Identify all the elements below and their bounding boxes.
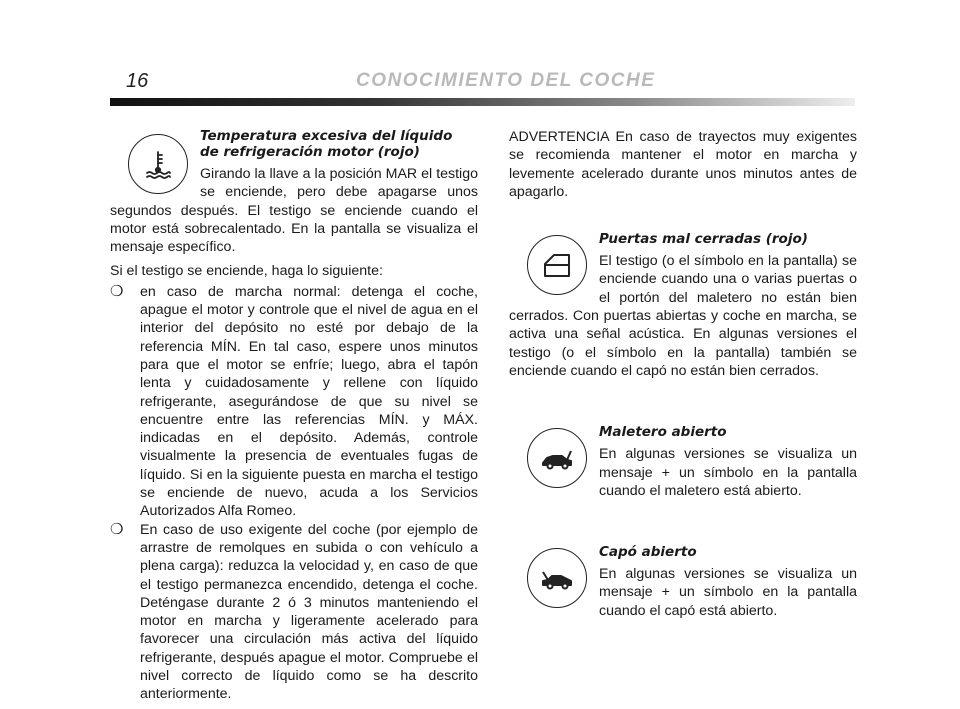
doors-section [509, 231, 857, 380]
header-rule [110, 98, 855, 106]
trunk-text: En algunas versiones se visualiza un mensaje + un símbolo en la pantalla cuando el maletero está abierto. [599, 446, 857, 499]
doors-heading: Puertas mal cerradas (rojo) [599, 231, 808, 248]
hood-text: En algunas versiones se visualiza un mensaje + un símbolo en la pantalla cuando el capó está abierto. [599, 566, 857, 619]
coolant-heading-line2: de refrigeración motor (rojo) [200, 144, 420, 160]
left-column [110, 128, 478, 704]
coolant-bullet-list [110, 283, 478, 704]
coolant-lead: Si el testigo se enciende, haga lo siguiente: [110, 263, 383, 280]
page-number: 16 [126, 70, 149, 92]
trunk-section [509, 424, 857, 500]
coolant-intro: Girando la llave a la posición MAR el testigo se enciende, pero debe apagarse unos segundos después. El testigo se enciende cuando el motor está sobrecalentado. En la pantalla se visualiza el mensaje específico. [110, 166, 478, 256]
hood-section [509, 544, 857, 620]
hood-open-icon [527, 548, 587, 608]
right-column [509, 128, 857, 620]
advertencia-note: ADVERTENCIA En caso de trayectos muy exigentes se recomienda mantener el motor en marcha y levemente acelerado durante unos minutos antes de apagarlo. [509, 129, 857, 200]
list-item: ❍ en caso de marcha normal: detenga el coche, apague el motor y controle que el nivel de agua en el interior del depósito no esté por debajo de la referencia MÍN. En tal caso, espere unos minutos para que el motor se enfríe; luego, abra el tapón lenta y cuidadosamente y rellene con líquido refrigerante, asegurándose de que su nivel se encuentre entre las referencias MÍN. y MÁX. indicadas en el depósito. Además, controle visualmente la presencia de eventuales fugas de líquido. Si en la siguiente puesta en marcha el testigo se enciende de nuevo, acuda a los Servicios Autorizados Alfa Romeo. [110, 283, 478, 521]
trunk-open-icon [527, 428, 587, 488]
trunk-heading: Maletero abierto [599, 424, 727, 441]
page-header-title: CONOCIMIENTO DEL COCHE [356, 70, 656, 91]
list-item: ❍ En caso de uso exigente del coche (por ejemplo de arrastre de remolques en subida o con vehículo a plena carga): reduzca la velocidad y, en caso de que el testigo permanezca encendido, detenga el coche. Deténgase durante 2 ó 3 minutos manteniendo el motor en marcha y ligeramente acelerado para favorecer una circulación más activa del líquido refrigerante, después apague el motor. Compruebe el nivel correcto de líquido como se ha descrito anteriormente. [110, 521, 478, 704]
coolant-temperature-icon [128, 134, 188, 194]
coolant-heading-line1: Temperatura excesiva del líquido [200, 128, 453, 144]
hood-heading: Capó abierto [599, 544, 697, 561]
doors-text: El testigo (o el símbolo en la pantalla) se enciende cuando una o varias puertas o el portón del maletero no están bien cerrados. Con puertas abiertas y coche en marcha, se activa una señal acústica. En algunas versiones el testigo (o el símbolo en la pantalla) también se enciende cuando el capó no están bien cerrados. [509, 253, 857, 379]
door-open-icon [527, 235, 587, 295]
